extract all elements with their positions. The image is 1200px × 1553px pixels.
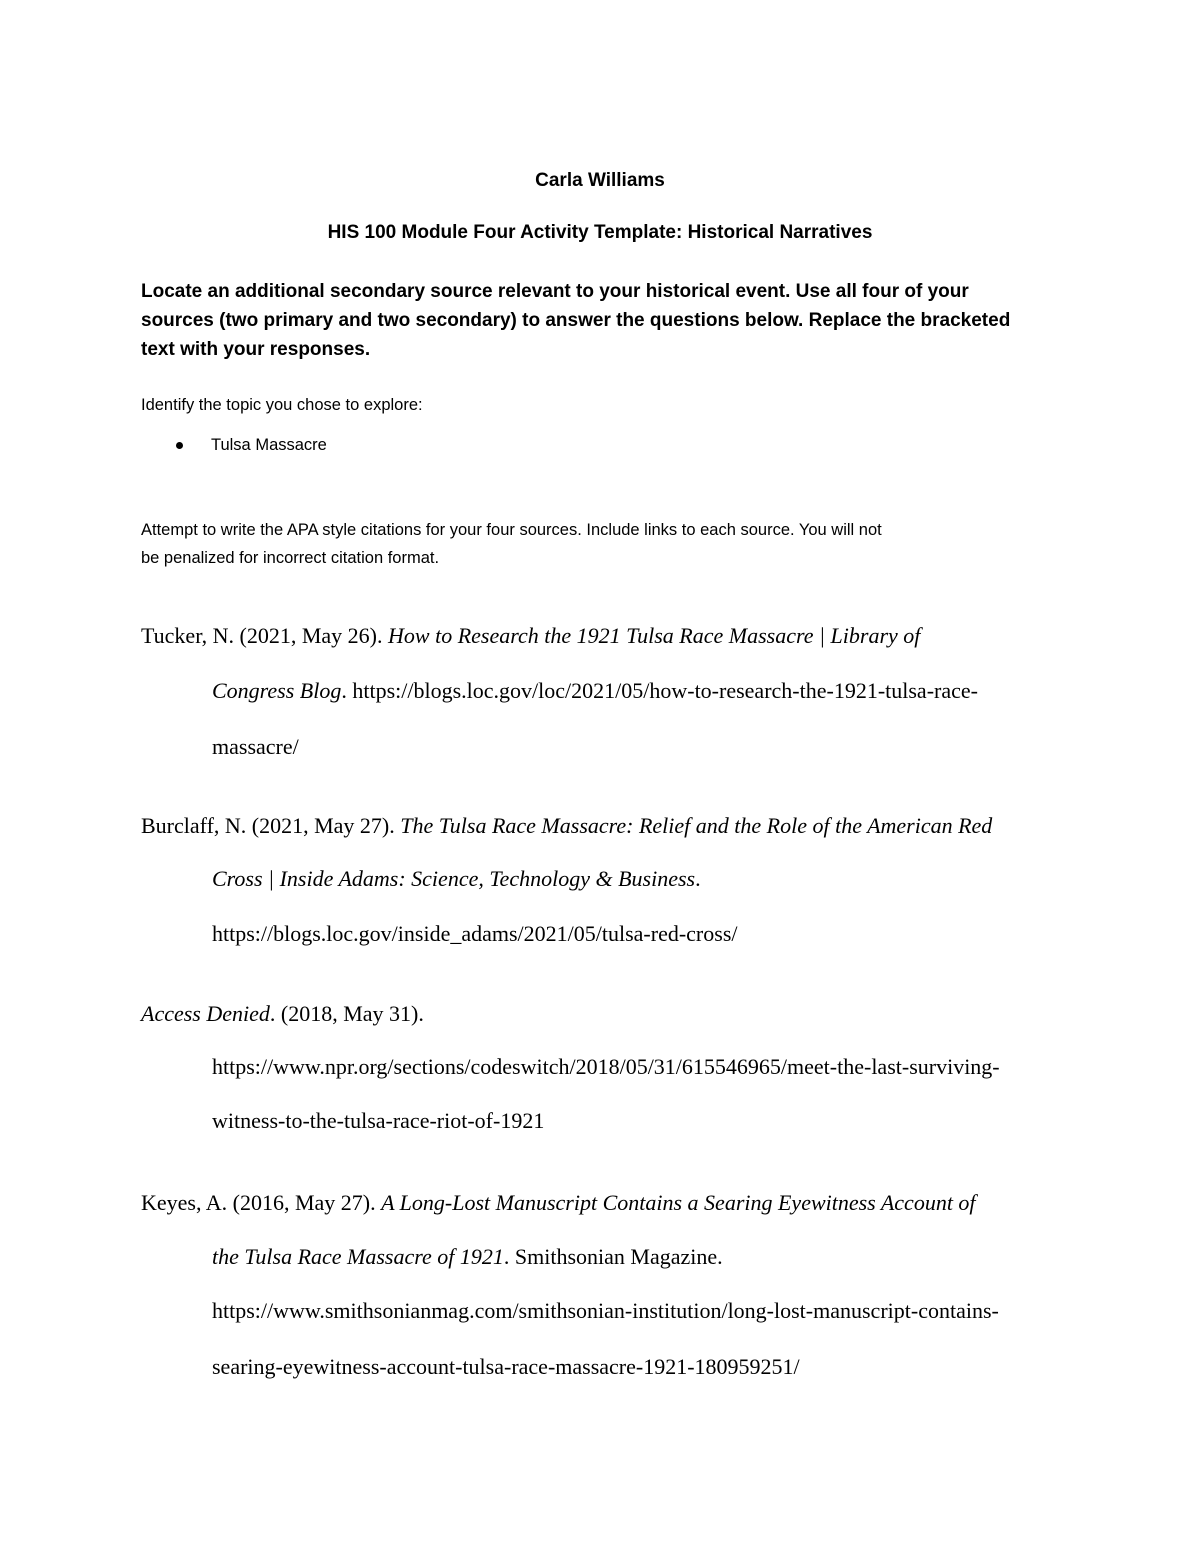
citation-prompt-line: be penalized for incorrect citation format.: [141, 549, 440, 567]
citation-1-line-3: [212, 733, 299, 761]
citation-title: A Long-Lost Manuscript Contains a Searing Eyewitness Account of: [381, 1190, 976, 1215]
instructions-line: text with your responses.: [141, 339, 371, 360]
citation-3-line-3: [212, 1107, 544, 1135]
citation-4-line-2: [212, 1243, 723, 1271]
instructions-line: Locate an additional secondary source relevant to your historical event. Use all four of your: [141, 281, 969, 302]
citation-link: https://www.npr.org/sections/codeswitch/2018/05/31/615546965/meet-the-last-surviving-: [212, 1054, 1000, 1079]
author-name: Carla Williams: [535, 170, 665, 191]
citation-title: Access Denied: [141, 1001, 270, 1026]
instructions-paragraph: [141, 277, 1071, 364]
citation-link: witness-to-the-tulsa-race-riot-of-1921: [212, 1108, 545, 1133]
citation-text: . (2018, May 31).: [269, 1001, 424, 1026]
document-title: HIS 100 Module Four Activity Template: Historical Narratives: [327, 222, 873, 243]
citation-4-line-4: [212, 1353, 800, 1381]
citation-title: Congress Blog: [212, 678, 342, 703]
instructions-line: sources (two primary and two secondary) to answer the questions below. Replace the bracketed: [141, 310, 1011, 331]
topic-prompt: Identify the topic you chose to explore:: [141, 396, 423, 414]
citation-title: the Tulsa Race Massacre of 1921: [212, 1244, 504, 1269]
citation-title: Cross | Inside Adams: Science, Technology & Business: [212, 866, 696, 891]
bullet-icon: [176, 442, 183, 449]
citation-text: .: [695, 866, 701, 891]
citation-text: . Smithsonian Magazine.: [503, 1244, 723, 1269]
citation-title: The Tulsa Race Massacre: Relief and the Role of the American Red: [400, 813, 993, 838]
citation-text: Tucker, N. (2021, May 26).: [141, 623, 389, 648]
citation-text: Keyes, A. (2016, May 27).: [141, 1190, 382, 1215]
citation-3-line-1: [141, 1000, 424, 1028]
citation-link: https://blogs.loc.gov/inside_adams/2021/05/tulsa-red-cross/: [212, 921, 738, 946]
citation-link: . https://blogs.loc.gov/loc/2021/05/how-to-research-the-1921-tulsa-race-: [341, 678, 978, 703]
citation-title: How to Research the 1921 Tulsa Race Massacre | Library of: [388, 623, 921, 648]
citation-2-line-1: [141, 812, 992, 840]
citation-prompt-line: Attempt to write the APA style citations for your four sources. Include links to each source. You will not: [141, 521, 882, 539]
citation-link: https://www.smithsonianmag.com/smithsonian-institution/long-lost-manuscript-contains-: [212, 1298, 999, 1323]
citation-2-line-3: [212, 920, 738, 948]
topic-answer: Tulsa Massacre: [211, 436, 327, 454]
citation-link: searing-eyewitness-account-tulsa-race-massacre-1921-180959251/: [212, 1354, 800, 1379]
citation-link: massacre/: [212, 734, 299, 759]
citation-1-line-2: [212, 677, 978, 705]
citation-2-line-2: [212, 865, 701, 893]
citation-3-line-2: [212, 1053, 1000, 1081]
citation-4-line-3: [212, 1297, 999, 1325]
citation-text: Burclaff, N. (2021, May 27).: [141, 813, 401, 838]
citation-1-line-1: [141, 622, 920, 650]
citation-4-line-1: [141, 1189, 976, 1217]
